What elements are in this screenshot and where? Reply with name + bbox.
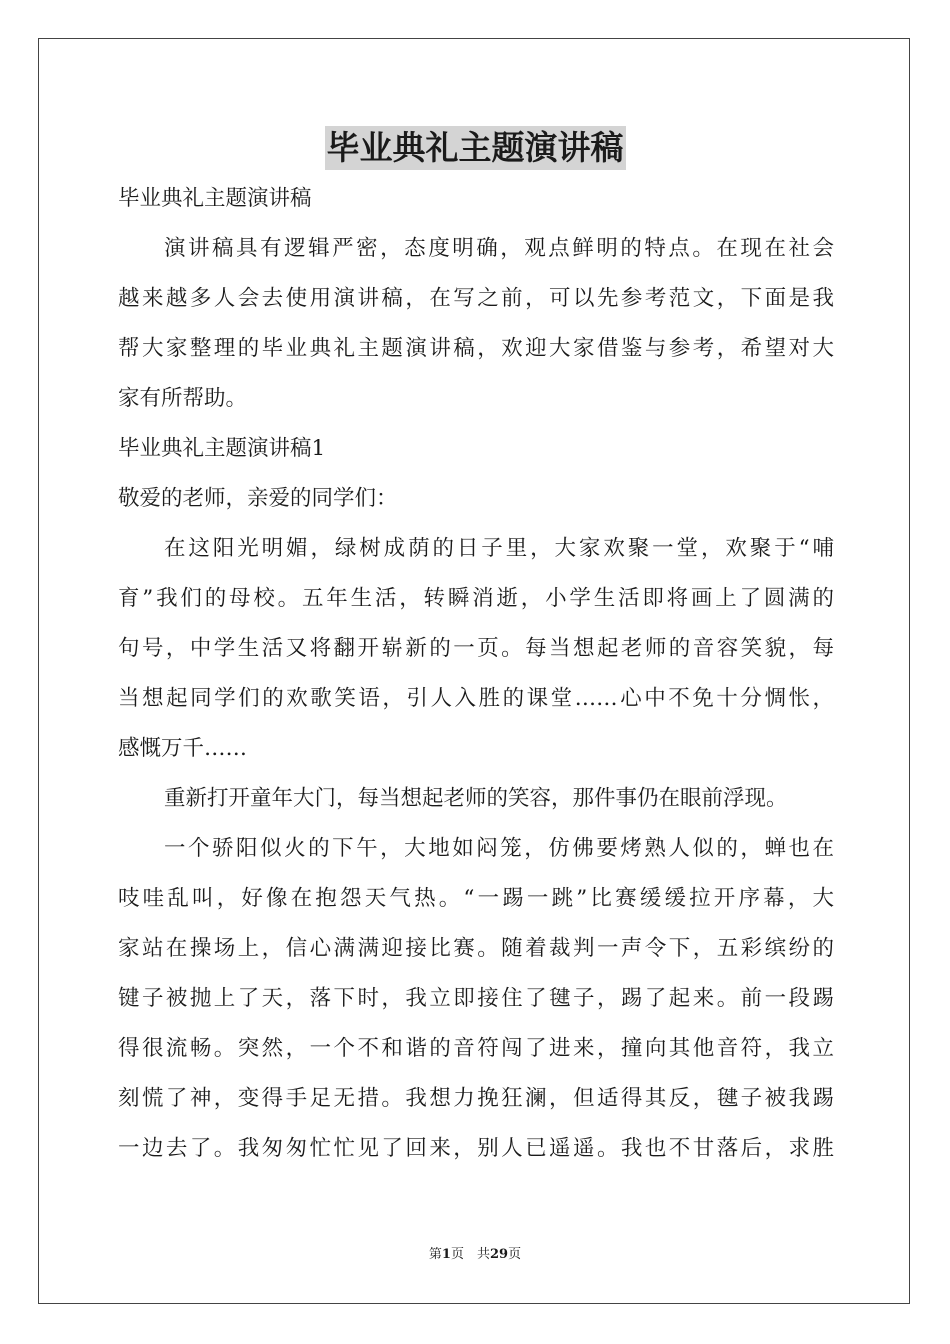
paragraph-line: 育”我们的母校。五年生活，转瞬消逝，小学生活即将画上了圆满的 (118, 586, 834, 611)
paragraph-line: 帮大家整理的毕业典礼主题演讲稿，欢迎大家借鉴与参考，希望对大 (118, 336, 834, 361)
title-container (0, 126, 950, 170)
subtitle-line: 毕业典礼主题演讲稿 (118, 186, 312, 211)
paragraph-line: 键子被抛上了天，落下时，我立即接住了毽子，踢了起来。前一段踢 (118, 986, 834, 1011)
section-heading: 毕业典礼主题演讲稿1 (118, 436, 326, 461)
paragraph-line: 吱哇乱叫，好像在抱怨天气热。“一踢一跳”比赛缓缓拉开序幕，大 (118, 886, 834, 911)
footer-page-mid: 页 共 (450, 1247, 490, 1262)
footer-page-current: 1 (441, 1247, 451, 1262)
paragraph-line: 感慨万千…… (118, 736, 248, 761)
paragraph-line: 重新打开童年大门，每当想起老师的笑容，那件事仍在眼前浮现。 (164, 786, 788, 811)
paragraph-line: 演讲稿具有逻辑严密，态度明确，观点鲜明的特点。在现在社会 (164, 236, 834, 261)
footer-page-suffix: 页 (508, 1247, 522, 1262)
paragraph-line: 句号，中学生活又将翻开崭新的一页。每当想起老师的音容笑貌，每 (118, 636, 834, 661)
salutation-line: 敬爱的老师，亲爱的同学们： (118, 486, 398, 511)
paragraph-line: 刻慌了神，变得手足无措。我想力挽狂澜，但适得其反，毽子被我踢 (118, 1086, 834, 1111)
paragraph-line: 在这阳光明媚，绿树成荫的日子里，大家欢聚一堂，欢聚于“哺 (164, 536, 834, 561)
page-footer (0, 1246, 950, 1264)
page-frame (38, 38, 910, 1304)
paragraph-line: 一个骄阳似火的下午，大地如闷笼，仿佛要烤熟人似的，蝉也在 (164, 836, 834, 861)
paragraph-line: 家站在操场上，信心满满迎接比赛。随着裁判一声令下，五彩缤纷的 (118, 936, 834, 961)
paragraph-line: 一边去了。我匆匆忙忙见了回来，别人已遥遥。我也不甘落后，求胜 (118, 1136, 834, 1161)
footer-page-prefix: 第 (428, 1247, 442, 1262)
paragraph-line: 得很流畅。突然，一个不和谐的音符闯了进来，撞向其他音符，我立 (118, 1036, 834, 1061)
paragraph-line: 家有所帮助。 (118, 386, 248, 411)
paragraph-line: 当想起同学们的欢歌笑语，引人入胜的课堂……心中不免十分惆怅， (118, 686, 834, 711)
document-title: 毕业典礼主题演讲稿 (325, 126, 626, 170)
footer-page-total: 29 (489, 1247, 509, 1262)
paragraph-line: 越来越多人会去使用演讲稿，在写之前，可以先参考范文，下面是我 (118, 286, 834, 311)
